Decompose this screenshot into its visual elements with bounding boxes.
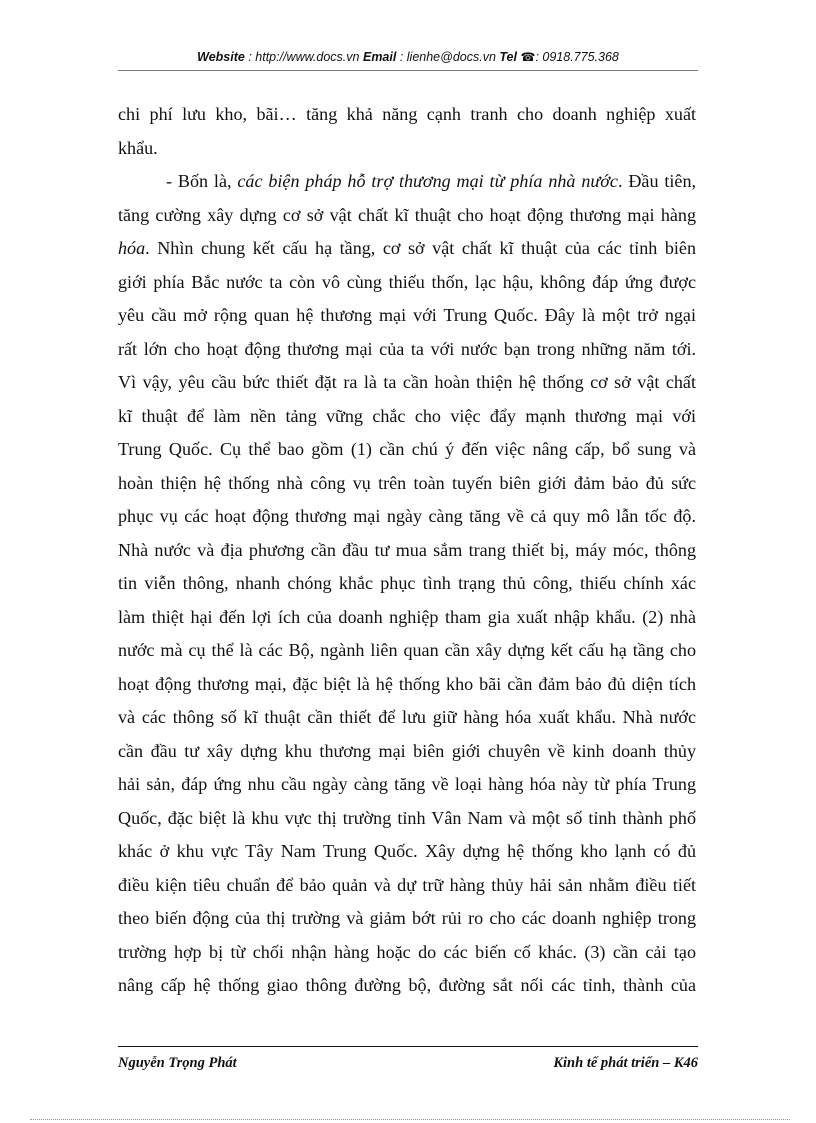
text-line	[118, 165, 696, 199]
text-line: phục vụ các hoạt động thương mại ngày càng tăng về cả quy mô lẫn tốc độ.	[118, 506, 696, 526]
footer-course: Kinh tế phát triển – K46	[553, 1055, 698, 1071]
text-line: Trung Quốc. Cụ thể bao gồm (1) cần chú ý đến việc nâng cấp, bổ sung và	[118, 439, 696, 459]
text-line: yêu cầu mở rộng quan hệ thương mại với Trung Quốc. Đây là một trở ngại	[118, 305, 696, 325]
text-line: hoàn thiện hệ thống nhà công vụ trên toàn tuyến biên giới đảm bảo đủ sức	[118, 472, 696, 493]
website-label: Website	[197, 50, 245, 64]
text-line: hoạt động thương mại, đặc biệt là hệ thống kho bãi cần đảm bảo đủ diện tích	[118, 673, 696, 694]
text-line: cần đầu tư xây dựng khu thương mại biên giới chuyên về kinh doanh thủy	[118, 740, 696, 761]
text-line: và các thông số kĩ thuật cần thiết để lưu giữ hàng hóa xuất khẩu. Nhà nước	[118, 707, 696, 727]
page-footer	[118, 1055, 698, 1072]
italic-segment: hóa	[118, 238, 146, 258]
tel-value: : 0918.775.368	[535, 50, 619, 64]
italic-segment: các biện pháp hỗ trợ thương mại từ phía nhà nước	[237, 171, 618, 191]
body-paragraphs	[118, 98, 696, 1003]
tel-label: Tel	[499, 50, 517, 64]
text-line: trường hợp bị từ chối nhận hàng hoặc do các biến cố khác. (3) cần cải tạo	[118, 941, 696, 962]
text-line: rất lớn cho hoạt động thương mại của ta với nước bạn trong những năm tới.	[118, 338, 696, 359]
header-divider	[118, 70, 698, 71]
text-line: điều kiện tiêu chuẩn để bảo quản và dự trữ hàng thủy hải sản nhằm điều tiết	[118, 874, 696, 895]
text-line: Nhà nước và địa phương cần đầu tư mua sắm trang thiết bị, máy móc, thông	[118, 539, 696, 560]
text-line	[118, 232, 696, 266]
footer-author: Nguyễn Trọng Phát	[118, 1055, 237, 1071]
text-line: kĩ thuật để làm nền tảng vững chắc cho việc đẩy mạnh thương mại với	[118, 405, 696, 426]
text-line: Vì vậy, yêu cầu bức thiết đặt ra là ta cần hoàn thiện hệ thống cơ sở vật chất	[118, 372, 696, 392]
text-segment: - Bốn là,	[166, 171, 238, 191]
text-line: khác ở khu vực Tây Nam Trung Quốc. Xây dựng hệ thống kho lạnh có đủ	[118, 841, 696, 861]
footer-divider	[118, 1046, 698, 1047]
email-value: : lienhe@docs.vn	[399, 50, 496, 64]
email-label: Email	[362, 50, 397, 64]
text-line: hải sản, đáp ứng nhu cầu ngày càng tăng về loại hàng hóa này từ phía Trung	[118, 774, 696, 794]
text-line: làm thiệt hại đến lợi ích của doanh nghiệp tham gia xuất nhập khẩu. (2) nhà	[118, 606, 696, 627]
text-line: giới phía Bắc nước ta còn vô cùng thiếu thốn, lạc hậu, không đáp ứng được	[118, 271, 696, 292]
text-line: Quốc, đặc biệt là khu vực thị trường tỉnh Vân Nam và một số tỉnh thành phố	[118, 807, 696, 828]
text-line: tin viễn thông, nhanh chóng khắc phục tình trạng thủ công, thiếu chính xác	[118, 573, 696, 593]
website-value: : http://www.docs.vn	[248, 50, 360, 64]
text-segment: . Đầu tiên,	[617, 171, 697, 191]
italic-line: tăng cường xây dựng cơ sở vật chất kĩ thuật cho hoạt động thương mại hàng	[118, 204, 696, 225]
page-bottom-dotted-rule	[30, 1119, 790, 1120]
text-line: nước mà cụ thể là các Bộ, ngành liên quan cần xây dựng kết cấu hạ tầng cho	[118, 640, 696, 660]
text-line: theo biến động của thị trường và giảm bớt rủi ro cho các doanh nghiệp trong	[118, 908, 696, 928]
phone-icon: ☎	[520, 50, 536, 64]
text-segment: . Nhìn chung kết cấu hạ tầng, cơ sở vật chất kĩ thuật của các tỉnh biên	[145, 238, 696, 258]
page-header	[118, 50, 698, 64]
text-line: nâng cấp hệ thống giao thông đường bộ, đường sắt nối các tỉnh, thành của	[118, 975, 696, 995]
text-line: khẩu.	[118, 137, 158, 158]
text-line: chi phí lưu kho, bãi… tăng khả năng cạnh tranh cho doanh nghiệp xuất	[118, 104, 696, 124]
